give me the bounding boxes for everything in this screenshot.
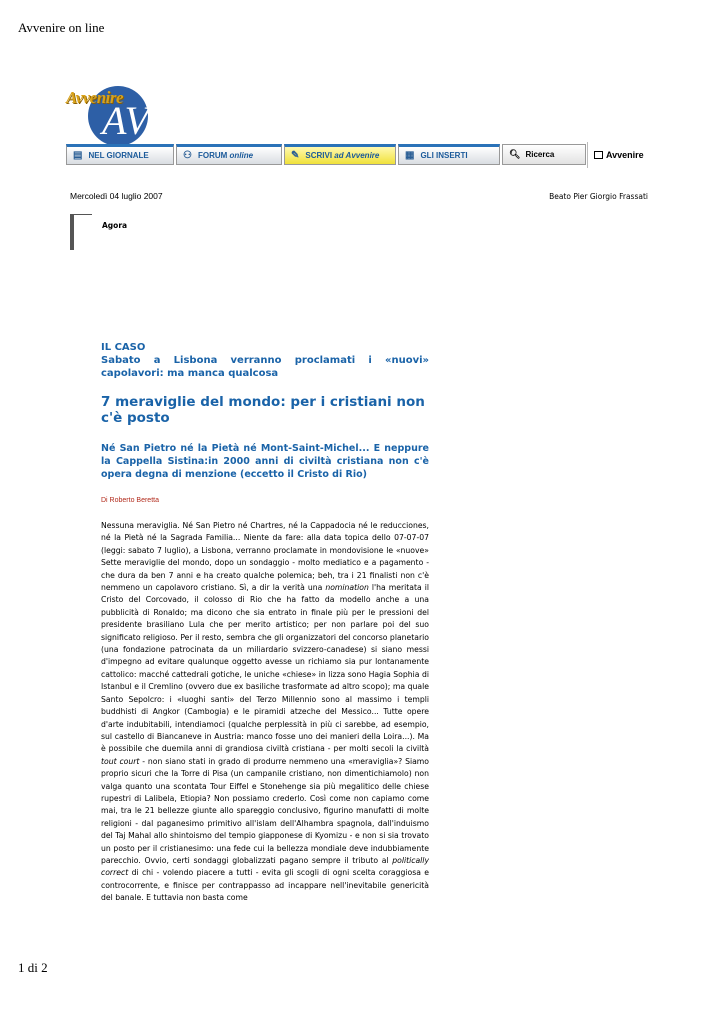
print-header-title: Avvenire on line [18, 20, 105, 35]
nav-scrivi-label: SCRIVI ad Avvenire [305, 151, 380, 160]
article-kicker: IL CASO [101, 342, 146, 353]
article [101, 341, 429, 930]
inserts-icon: ▦ [405, 150, 415, 161]
article-headline: 7 meraviglie del mondo: per i cristiani non c'è posto [101, 394, 425, 426]
saint-of-the-day: Beato Pier Giorgio Frassati [549, 192, 648, 201]
nav-forum-online[interactable] [176, 144, 282, 165]
avvenire-home-link[interactable] [594, 148, 644, 162]
magnifier-icon: 🔍︎ [509, 149, 521, 159]
nav-scrivi-ad-avvenire[interactable] [284, 144, 396, 165]
avvenire-logo[interactable] [66, 82, 166, 146]
article-kicker-subtitle: Sabato a Lisbona verranno proclamati i «nuovi» capolavori: ma manca qualcosa [101, 355, 429, 379]
nav-divider [587, 142, 588, 168]
newspaper-icon: ▤ [73, 150, 83, 161]
avvenire-home-label: Avvenire [606, 150, 644, 160]
nav-forum-label: FORUM online [197, 151, 254, 160]
current-date: Mercoledì 04 luglio 2007 [70, 191, 163, 201]
section-tag: Agora [102, 221, 128, 230]
nav-gli-inserti[interactable] [398, 144, 500, 165]
section-bracket-decoration [70, 214, 92, 250]
window-icon [594, 151, 603, 159]
forum-people-icon: ⚇ [183, 150, 192, 161]
article-summary: Né San Pietro né la Pietà né Mont-Saint-Michel... E neppure la Cappella Sistina:in 2000 anni di civiltà cristiana non c'è opera degna di menzione (eccetto il Cristo di Rio) [101, 443, 429, 480]
search-label: Ricerca [525, 150, 555, 159]
nav-nel-giornale-label: NEL GIORNALE [88, 151, 149, 160]
logo-wordmark: Avvenire [66, 88, 124, 107]
article-byline[interactable]: Di Roberto Beretta [101, 497, 159, 504]
nav-gli-inserti-label: GLI INSERTI [420, 151, 468, 160]
article-body [101, 520, 429, 930]
print-page-counter: 1 di 2 [18, 960, 48, 975]
write-icon: ✎ [291, 150, 300, 161]
article-body-paragraph: Nessuna meraviglia. Né San Pietro né Chartres, né la Cappadocia né le reducciones, né la Pietà né la Sagrada Familia... Niente da fare: alla data topica dello 07-07-07 (leggi: sabato 7 luglio), a Lisbona, verranno proclamate in mondovisione le «nuove» Sette meraviglie del mondo, dopo un sondaggio - molto mediatico e a pagamento - che dura da ben 7 anni e ha creato qualche polemica; beh, tra i 21 finalisti non c'è nemmeno un capolavoro cristiano. Sì, a dir la verità una nomination l'ha meritata il Cristo del Corcovado, il colosso di Rio che ha fatto da modello anche a una pubblicità di Ronaldo; ma dicono che sia entrato in finale più per le pressioni del presidente brasiliano Lula che per merito artistico; per non parlare poi del suo significato religioso. Per il resto, sembra che gli organizzatori del concorso planetario (una fondazione patrocinata da un miliardario svizzero-canadese) si siano messi d'impegno ad evitare qualunque oggetto avesse un richiamo sia pur lontanamente cattolico: macché cattedrali gotiche, le uniche «chiese» in lizza sono Hagia Sophia di Istanbul e il Cremlino (ovvero due ex basiliche trasformate ad altro scopo); ma quale Santo Sepolcro: i «luoghi santi» del Terzo Millennio sono al massimo i templi buddhisti di Angkor (Cambogia) e le piramidi atzeche del Messico... Tutte opere d'arte indubitabili, intendiamoci (qualche perplessità in più ci sarebbe, ad esempio, sul castello di Biancaneve in Austria: manco fosse uno dei manieri della Loira...). Ma è possibile che duemila anni di grandiosa civiltà cristiana - per molti secoli la civiltà tout court - non siano stati in grado di produrre nemmeno una «meraviglia»? Siamo proprio sicuri che la Torre di Pisa (un campanile cristiano, non dimentichiamolo) non valga quanto una scontata Tour Eiffel e Stonehenge sia più megalitico delle chiese rupestri di Lalibela, Etiopia? Non possiamo crederlo. Così come non capiamo come mai, tra le 21 bellezze giunte allo spareggio conclusivo, figurino manufatti di molte religioni - dal paganesimo primitivo all'islam dell'Alhambra spagnola, dall'induismo del Taj Mahal allo shintoismo del tempio giapponese di Kyomizu - e non si sia trovato un posto per il cristianesimo: una fede cui la bellezza mondiale deve indubbiamente parecchio. Ovvio, certi sondaggi globalizzati pagano sempre il tributo al politically correct di chi - volendo piacere a tutti - evita gli scogli di ogni scelta coraggiosa e controcorrente, e finisce per contrappasso ad incappare nell'inevitabile genericità del banale. E tuttavia non basta come [101, 521, 429, 903]
main-navigation [66, 144, 656, 166]
nav-nel-giornale[interactable] [66, 144, 174, 165]
search-button[interactable] [502, 144, 586, 165]
logo-monogram: AV [102, 98, 149, 143]
